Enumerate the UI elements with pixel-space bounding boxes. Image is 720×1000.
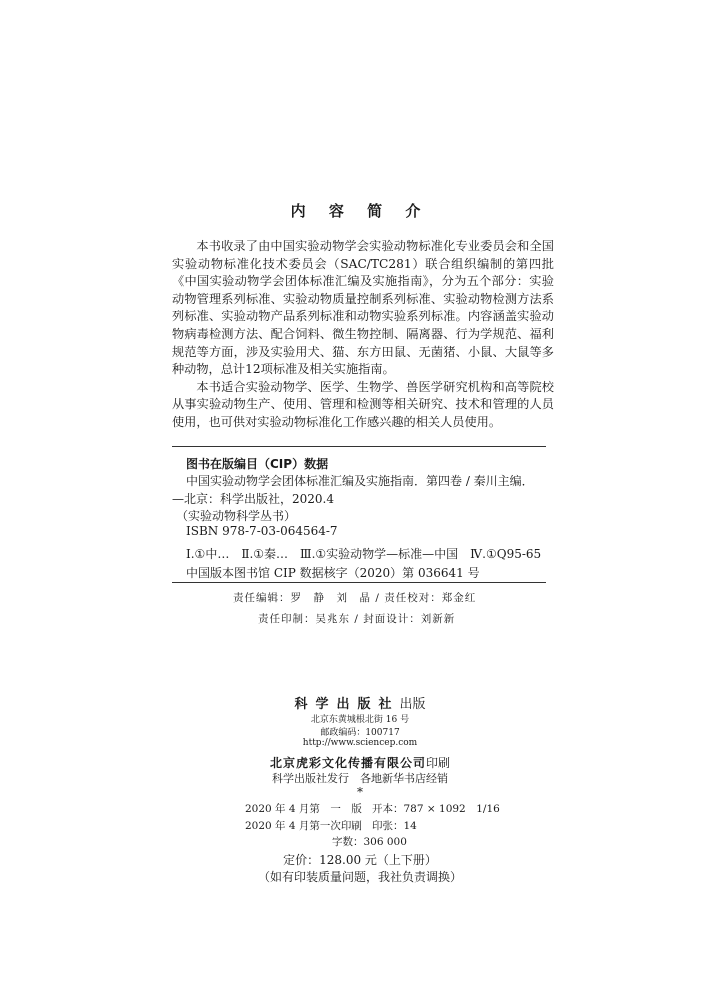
cip-verify-number: 中国版本图书馆 CIP 数据核字（2020）第 036641 号 <box>186 566 480 580</box>
price: 定价：128.00 元（上下册） <box>283 853 437 867</box>
printer-line <box>0 752 720 771</box>
edition-info: 2020 年 4 月第 一 版 <box>245 803 362 815</box>
printing-info: 2020 年 4 月第一次印刷 <box>245 820 362 832</box>
separator-star: * <box>357 785 363 799</box>
publisher-postcode: 邮政编码：100717 <box>320 728 400 738</box>
cip-heading: 图书在版编目（CIP）数据 <box>186 457 329 471</box>
distribution-line: 科学出版社发行 各地新华书店经销 <box>272 772 448 785</box>
editors-line-2: 责任印制：吴兆东 / 封面设计：刘新新 <box>258 613 456 625</box>
intro-paragraph: 本书收录了由中国实验动物学会实验动物标准化专业委员会和全国实验动物标准化技术委员会（SAC/TC281）联合组织编制的第四批《中国实验动物学会团体标准汇编及实施指南》，分为五个部分：实验动物管理系列标准、实验动物质量控制系列标准、实验动物检测方法系列标准、实验动物产品系列标准和动物实验系列标准。内容涵盖实验动物病毒检测方法、配合饲料、微生物控制、隔离器、行为学规范、福利规范等方面，涉及实验用犬、猫、东方田鼠、无菌猪、小鼠、大鼠等多种动物，总计12项标准及相关实施指南。 <box>172 239 554 377</box>
editors-line-1: 责任编辑：罗 静 刘 晶 / 责任校对：郑金红 <box>233 592 477 604</box>
publisher-logo: 科学出版社 <box>294 697 400 712</box>
publisher-suffix: 出版 <box>399 697 426 712</box>
printer-logo: 北京虎彩文化传播有限公司 <box>269 756 426 770</box>
sheets-info: 印张：14 <box>372 820 417 832</box>
printer-suffix: 印刷 <box>426 756 451 770</box>
cip-top-rule <box>172 446 546 447</box>
cip-series-line: （实验动物科学丛书） <box>176 509 297 523</box>
cip-publisher-line: —北京：科学出版社，2020.4 <box>172 492 334 506</box>
publisher-website: http://www.sciencep.com <box>302 738 418 748</box>
cip-classification: Ⅰ.①中… Ⅱ.①秦… Ⅲ.①实验动物学—标准—中国 Ⅳ.①Q95-65 <box>186 547 542 561</box>
cip-isbn: ISBN 978-7-03-064564-7 <box>186 524 338 538</box>
cip-bottom-rule <box>172 582 546 583</box>
intro-title: 内 容 简 介 <box>290 202 430 220</box>
publisher-line <box>0 693 720 712</box>
quality-notice: （如有印装质量问题，我社负责调换） <box>257 870 462 884</box>
intro-body <box>172 238 554 432</box>
cip-title-line: 中国实验动物学会团体标准汇编及实施指南．第四卷 / 秦川主编． <box>186 474 534 488</box>
word-count: 字数：306 000 <box>332 836 407 848</box>
format-info: 开本：787 × 1092 1/16 <box>372 803 500 815</box>
intro-paragraph: 本书适合实验动物学、医学、生物学、兽医学研究机构和高等院校从事实验动物生产、使用、管理和检测等相关研究、技术和管理的人员使用，也可供对实验动物标准化工作感兴趣的相关人员使用。 <box>172 379 554 429</box>
publisher-address: 北京东黄城根北街 16 号 <box>310 715 410 725</box>
